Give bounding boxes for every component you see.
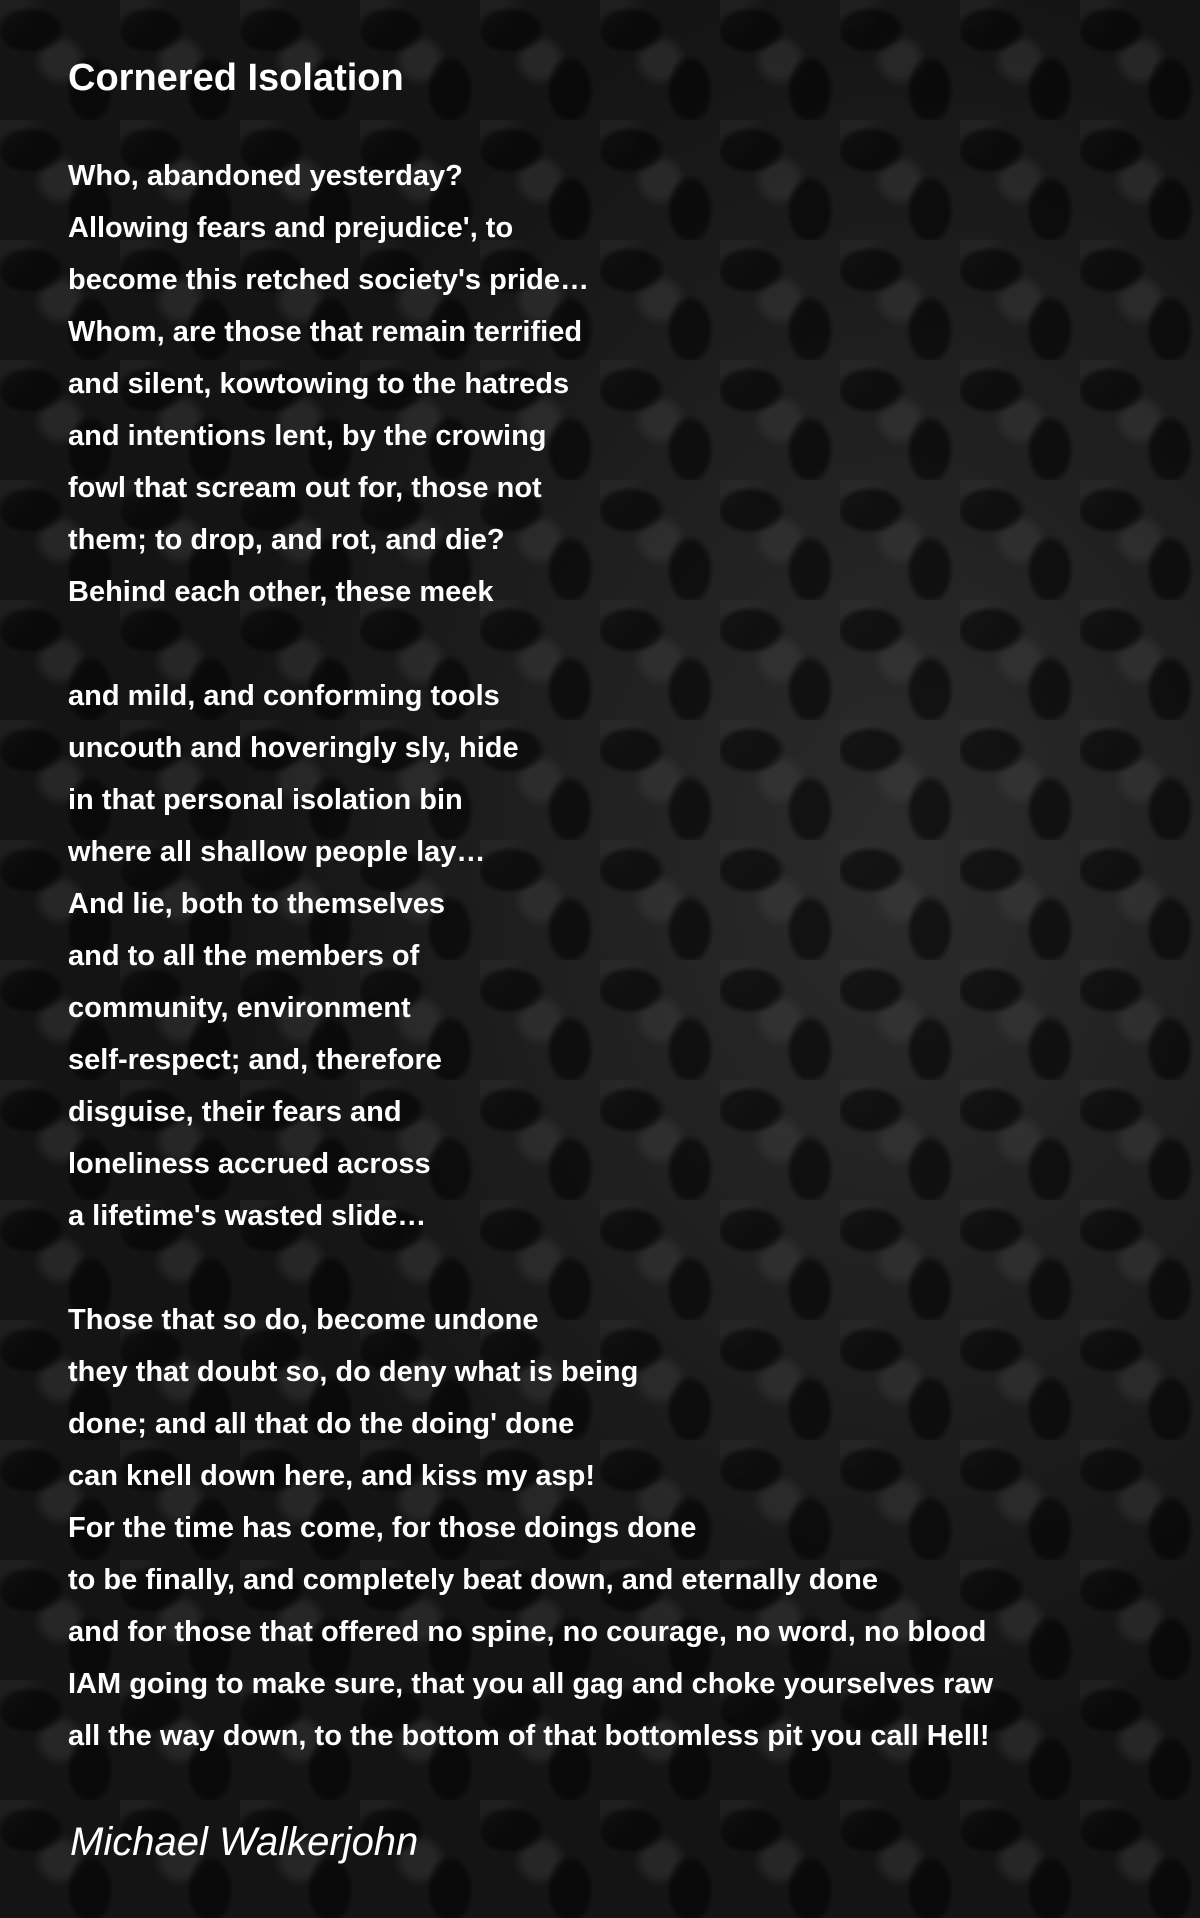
poem-line: and to all the members of [68,940,420,972]
poem-line: self-respect; and, therefore [68,1044,442,1076]
poem-line: and mild, and conforming tools [68,680,500,712]
poem-line: Who, abandoned yesterday? [68,160,463,192]
poem-line: Allowing fears and prejudice', to [68,212,514,244]
poem-line: IAM going to make sure, that you all gag and choke yourselves raw [68,1668,994,1700]
poem-author: Michael Walkerjohn [70,1820,419,1864]
stanza-3 [68,1294,1178,1762]
poem-line: uncouth and hoveringly sly, hide [68,732,519,764]
poem-line: them; to drop, and rot, and die? [68,524,505,556]
poem-line: a lifetime's wasted slide… [68,1200,427,1232]
poem-line: Behind each other, these meek [68,576,494,608]
poem-line: For the time has come, for those doings done [68,1512,697,1544]
poem-line: and silent, kowtowing to the hatreds [68,368,570,400]
poem-line: fowl that scream out for, those not [68,472,542,504]
poem-line: all the way down, to the bottom of that bottomless pit you call Hell! [68,1720,990,1752]
poem-line: to be finally, and completely beat down, and eternally done [68,1564,878,1596]
stanza-1 [68,150,1178,618]
poem-line: and for those that offered no spine, no courage, no word, no blood [68,1616,987,1648]
poem-line: disguise, their fears and [68,1096,402,1128]
poem-line: become this retched society's pride… [68,264,590,296]
poem-line: community, environment [68,992,411,1024]
poem-line: where all shallow people lay… [68,836,486,868]
stanza-2 [68,670,1178,1242]
poem-line: they that doubt so, do deny what is being [68,1356,639,1388]
poem-title: Cornered Isolation [68,57,404,99]
poem-line: in that personal isolation bin [68,784,463,816]
poem-line: and intentions lent, by the crowing [68,420,547,452]
poem-line: And lie, both to themselves [68,888,446,920]
poem-line: can knell down here, and kiss my asp! [68,1460,596,1492]
poem-line: Those that so do, become undone [68,1304,539,1336]
poem-line: done; and all that do the doing' done [68,1408,575,1440]
poem-body [68,150,1178,1814]
poem-line: loneliness accrued across [68,1148,431,1180]
poem-line: Whom, are those that remain terrified [68,316,583,348]
